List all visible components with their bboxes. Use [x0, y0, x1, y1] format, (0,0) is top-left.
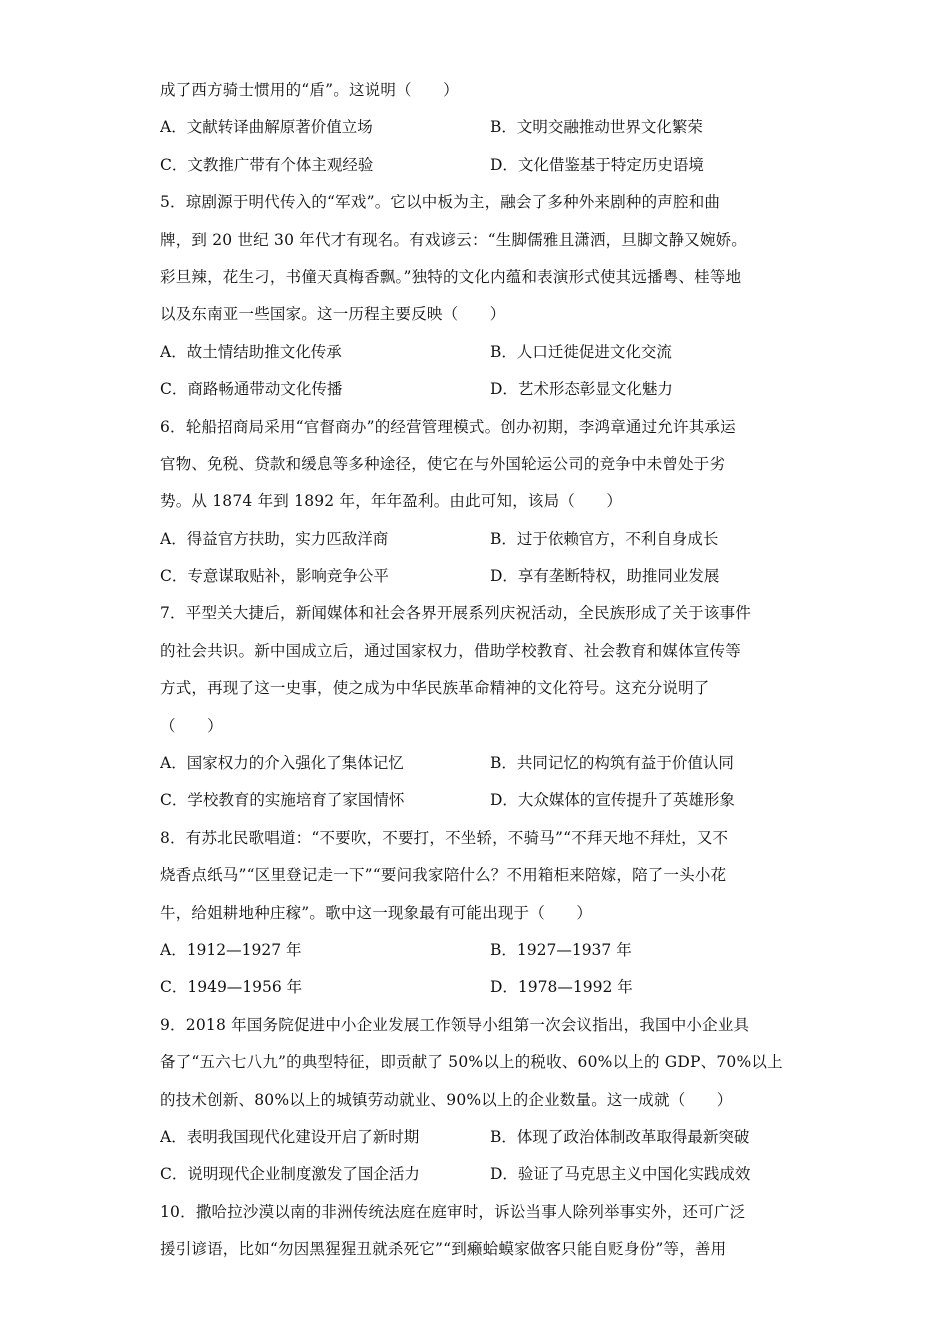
question-4-option-a: A．文献转译曲解原著价值立场 [160, 118, 373, 137]
question-9-option-c: C．说明现代企业制度激发了国企活力 [160, 1165, 420, 1184]
question-9-stem-line: 9．2018 年国务院促进中小企业发展工作领导小组第一次会议指出，我国中小企业具 [160, 1015, 750, 1034]
question-4-option-d: D．文化借鉴基于特定历史语境 [490, 155, 704, 174]
question-6-stem-line: 6．轮船招商局采用“官督商办”的经营管理模式。创办初期，李鸿章通过允许其承运 [160, 417, 736, 436]
question-6-stem-line: 势。从 1874 年到 1892 年，年年盈利。由此可知，该局（ ） [160, 492, 623, 511]
question-7-option-c: C．学校教育的实施培育了家国情怀 [160, 791, 405, 810]
question-9-option-d: D．验证了马克思主义中国化实践成效 [490, 1165, 751, 1184]
question-7-stem-line: 的社会共识。新中国成立后，通过国家权力，借助学校教育、社会教育和媒体宣传等 [160, 641, 741, 660]
question-5-option-c: C．商路畅通带动文化传播 [160, 380, 343, 399]
question-9-options-row-1 [160, 1119, 796, 1156]
question-5-options-row-2 [160, 371, 796, 408]
question-7-options-row-2 [160, 782, 796, 819]
question-8-options-row-2 [160, 969, 796, 1006]
question-9-stem-line: 的技术创新、80%以上的城镇劳动就业、90%以上的企业数量。这一成就（ ） [160, 1090, 733, 1109]
question-6-options-row-2 [160, 558, 796, 595]
question-4-options-row-1 [160, 109, 796, 146]
question-8-options-row-1 [160, 932, 796, 969]
question-10-stem-line: 10．撒哈拉沙漠以南的非洲传统法庭在庭审时，诉讼当事人除列举事实外，还可广泛 [160, 1202, 746, 1221]
question-8-stem-line: 牛，给姐耕地种庄稼”。歌中这一现象最有可能出现于（ ） [160, 903, 593, 922]
question-9-option-b: B．体现了政治体制改革取得最新突破 [490, 1127, 750, 1146]
question-5-options-row-1 [160, 334, 796, 371]
question-6-option-a: A．得益官方扶助，实力匹敌洋商 [160, 529, 389, 548]
question-7-option-d: D．大众媒体的宣传提升了英雄形象 [490, 791, 735, 810]
question-4-option-b: B．文明交融推动世界文化繁荣 [490, 118, 703, 137]
question-9-option-a: A．表明我国现代化建设开启了新时期 [160, 1127, 420, 1146]
question-6-options-row-1 [160, 521, 796, 558]
question-5-stem-line: 以及东南亚一些国家。这一历程主要反映（ ） [160, 305, 506, 324]
question-4-option-c: C．文教推广带有个体主观经验 [160, 155, 374, 174]
question-9-options-row-2 [160, 1156, 796, 1193]
question-6-stem-line: 官物、免税、贷款和缓息等多种途径，使它在与外国轮运公司的竞争中未曾处于劣 [160, 454, 726, 473]
question-9-stem-line: 备了“五六七八九”的典型特征，即贡献了 50%以上的税收、60%以上的 GDP、70%以上 [160, 1053, 783, 1072]
question-4-options-row-2 [160, 147, 796, 184]
page-content [160, 72, 796, 1269]
question-8-stem-line: 烧香点纸马”“区里登记走一下”“要问我家陪什么？不用箱柜来陪嫁，陪了一头小花 [160, 866, 727, 885]
question-7-stem-line: （ ） [160, 716, 223, 735]
question-5-option-b: B．人口迁徙促进文化交流 [490, 342, 672, 361]
question-8-option-d: D．1978—1992 年 [490, 978, 633, 997]
question-5-stem-line: 牌，到 20 世纪 30 年代才有现名。有戏谚云：“生脚儒雅且潇洒，旦脚文静又婉娇。 [160, 230, 747, 249]
question-8-option-b: B．1927—1937 年 [490, 940, 632, 959]
question-7-option-a: A．国家权力的介入强化了集体记忆 [160, 754, 404, 773]
question-6-option-c: C．专意谋取贴补，影响竞争公平 [160, 567, 389, 586]
question-7-stem-line: 方式，再现了这一史事，使之成为中华民族革命精神的文化符号。这充分说明了 [160, 679, 710, 698]
question-10-stem-line: 援引谚语，比如“勿因黑猩猩丑就杀死它”“到癞蛤蟆家做客只能自贬身份”等，善用 [160, 1240, 727, 1259]
question-7-options-row-1 [160, 745, 796, 782]
question-7-stem-line: 7．平型关大捷后，新闻媒体和社会各界开展系列庆祝活动，全民族形成了关于该事件 [160, 604, 751, 623]
question-5-option-a: A．故土情结助推文化传承 [160, 342, 342, 361]
question-5-stem-line: 彩旦辣，花生刁，书僮天真梅香飘。”独特的文化内蕴和表演形式使其远播粤、桂等地 [160, 267, 742, 286]
question-8-option-a: A．1912—1927 年 [160, 940, 302, 959]
question-8-stem-line: 8．有苏北民歌唱道：“不要吹，不要打，不坐轿，不骑马”“不拜天地不拜灶，又不 [160, 828, 729, 847]
question-8-option-c: C．1949—1956 年 [160, 978, 303, 997]
question-4-stem-end: 成了西方骑士惯用的“盾”。这说明（ ） [160, 81, 459, 99]
question-5-stem-line: 5．琼剧源于明代传入的“军戏”。它以中板为主，融会了多种外来剧种的声腔和曲 [160, 193, 721, 212]
question-6-option-b: B．过于依赖官方，不利自身成长 [490, 529, 719, 548]
question-5-option-d: D．艺术形态彰显文化魅力 [490, 380, 673, 399]
question-7-option-b: B．共同记忆的构筑有益于价值认同 [490, 754, 734, 773]
question-6-option-d: D．享有垄断特权，助推同业发展 [490, 567, 720, 586]
